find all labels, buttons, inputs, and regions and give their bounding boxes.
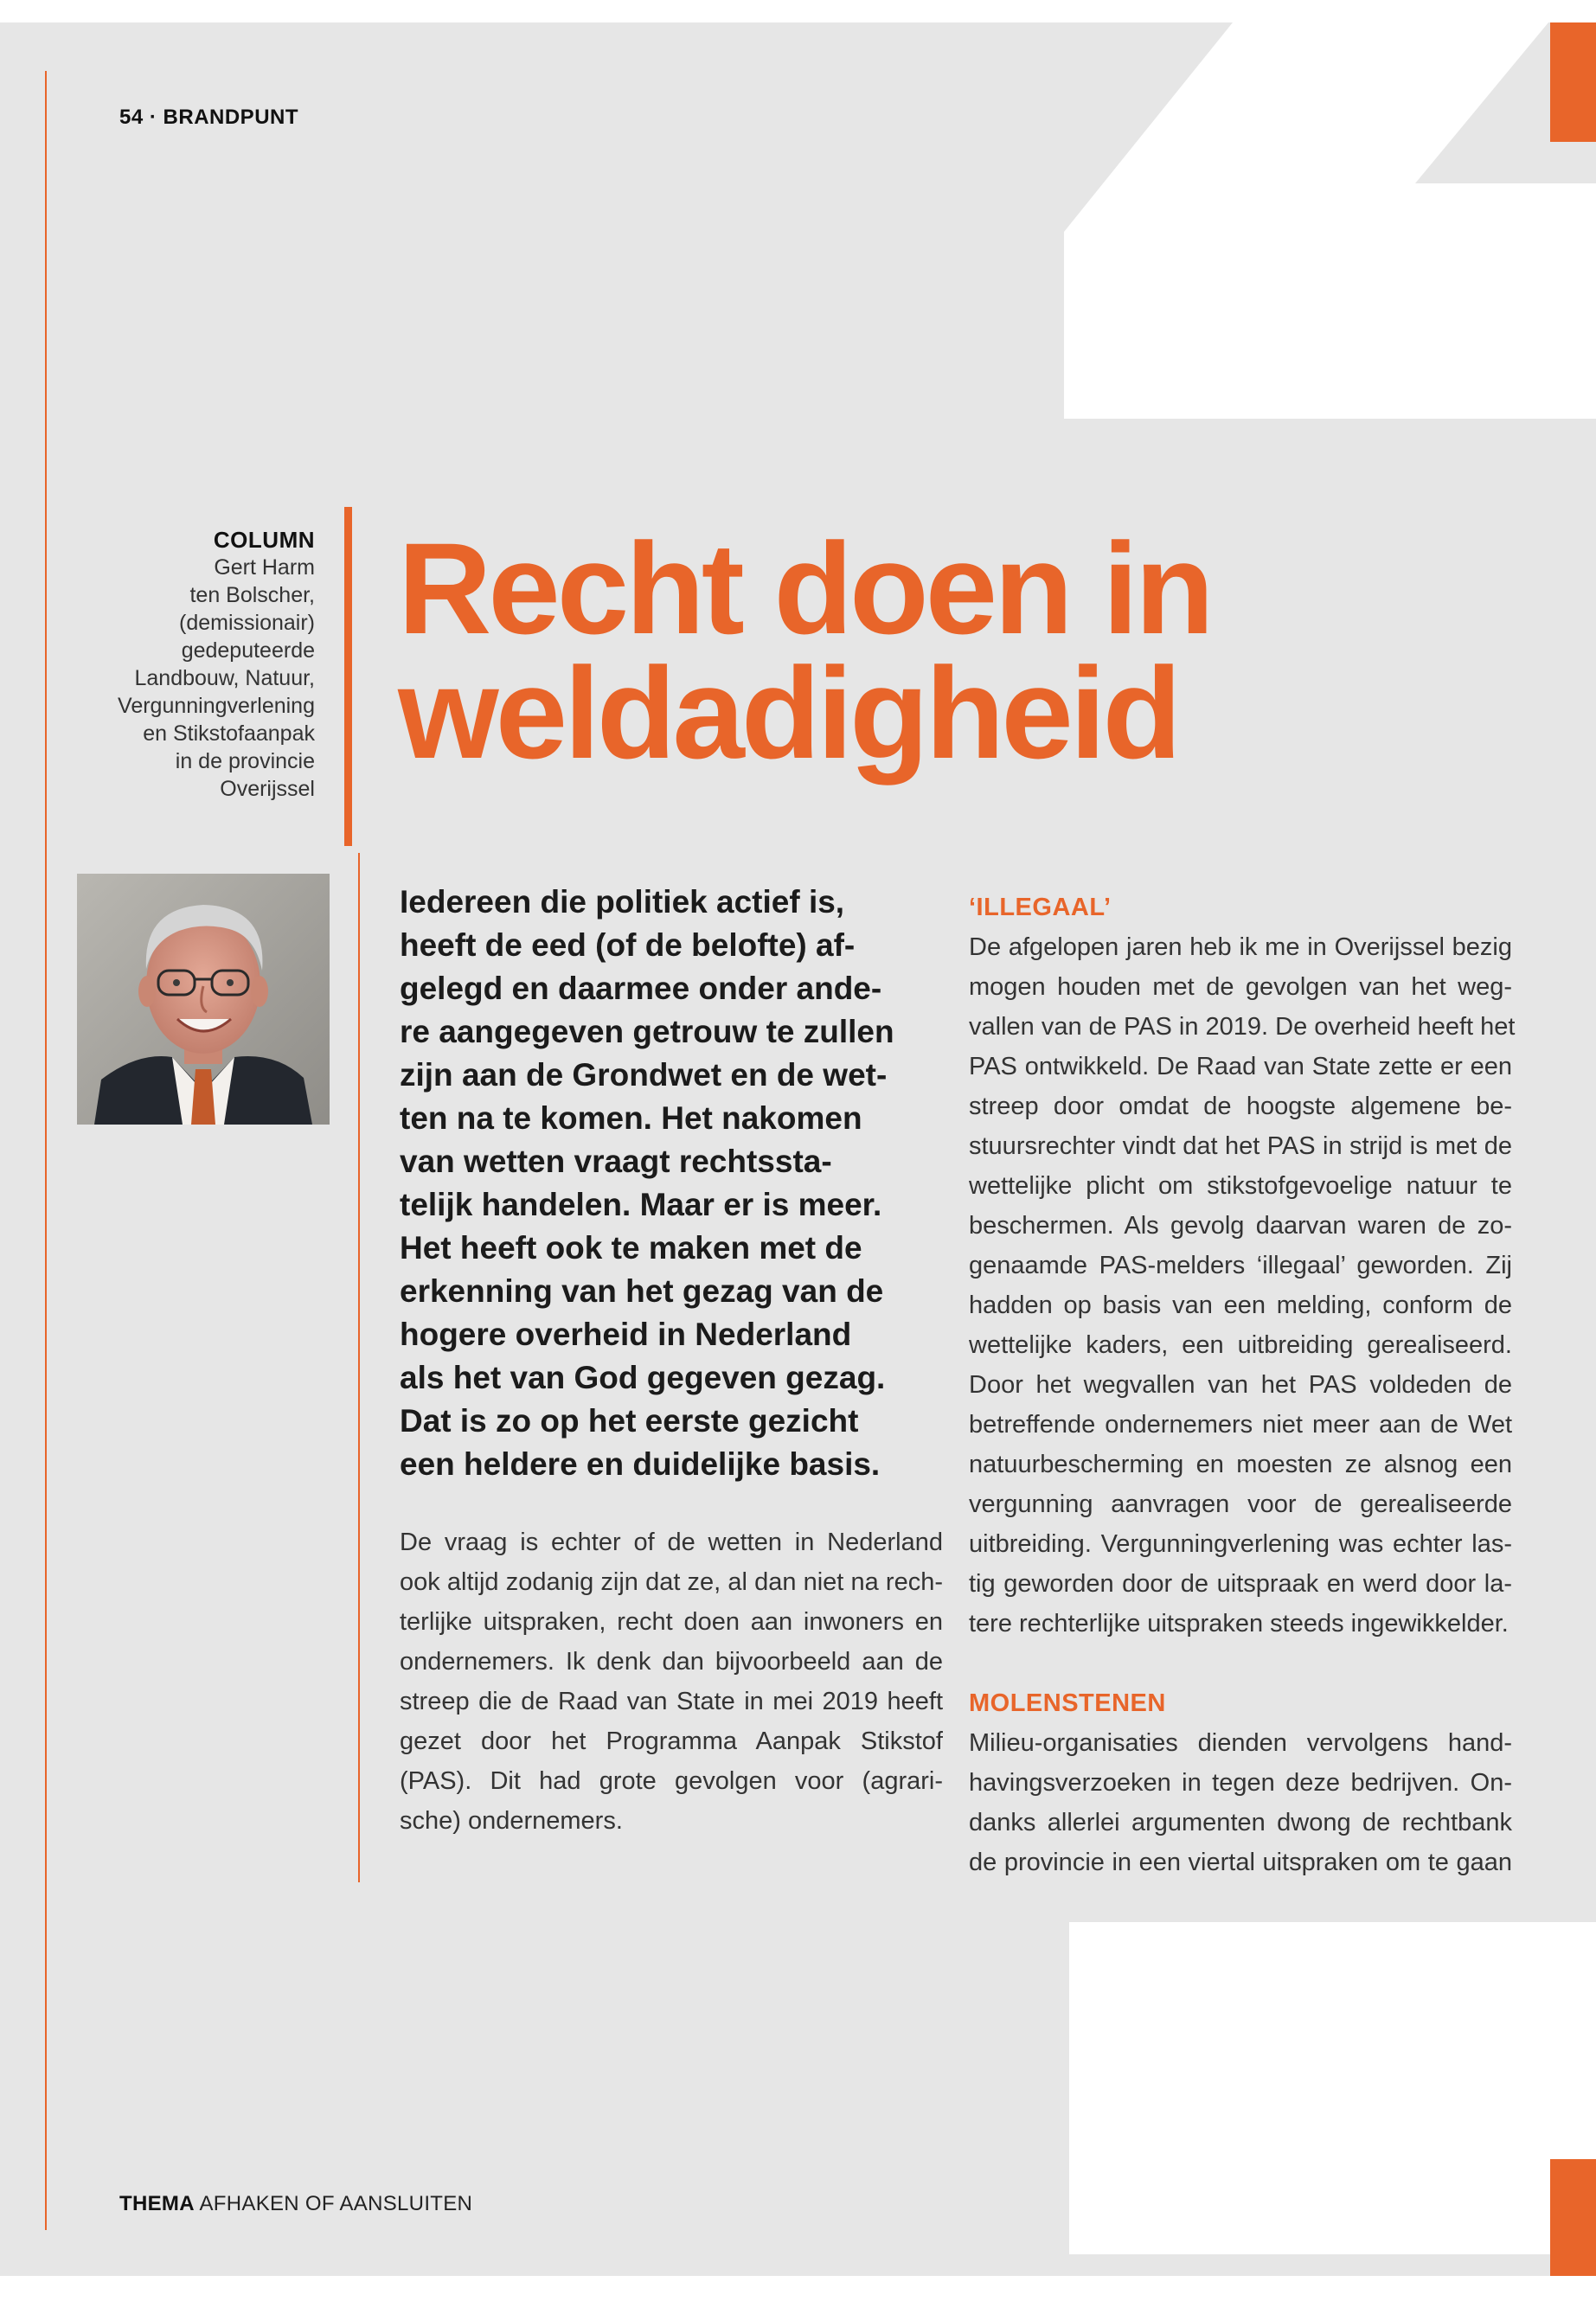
section-heading-illegaal: ‘ILLEGAAL’ xyxy=(969,894,1112,921)
body-line: De vraag is echter of de wetten in Nederland xyxy=(400,1529,943,1556)
lead-line: hogere overheid in Nederland xyxy=(400,1317,852,1352)
column-label: COLUMN xyxy=(213,527,315,553)
author-byline xyxy=(87,526,315,803)
body-line: terlijke uitspraken, recht doen aan inwoners en xyxy=(400,1608,943,1636)
title-accent-bar xyxy=(344,507,352,846)
article-title xyxy=(398,516,1211,785)
author-line: Overijssel xyxy=(220,777,315,801)
orange-tab-bottom xyxy=(1550,2159,1596,2276)
body-line: wettelijke kaders, een uitbreiding gerealiseerd. xyxy=(969,1331,1512,1359)
footer-theme-label: THEMA xyxy=(119,2192,195,2215)
page-header: 54 · BRANDPUNT xyxy=(119,106,299,129)
body-column-left xyxy=(400,1522,943,1841)
body-line: de provincie in een viertal uitspraken om te gaan xyxy=(969,1849,1512,1876)
body-line: Milieu-organisaties dienden vervolgens hand- xyxy=(969,1729,1512,1757)
body-line: (PAS). Dit had grote gevolgen voor (agrari- xyxy=(400,1767,943,1795)
body-line: streep door omdat de hoogste algemene be- xyxy=(969,1093,1512,1120)
body-line: gezet door het Programma Aanpak Stikstof xyxy=(400,1727,943,1755)
body-line: betreffende ondernemers niet meer aan de Wet xyxy=(969,1411,1512,1439)
lead-line: Het heeft ook te maken met de xyxy=(400,1230,862,1266)
lead-line: een heldere en duidelijke basis. xyxy=(400,1446,881,1482)
body-line: vergunning aanvragen voor de gerealiseerde xyxy=(969,1490,1512,1518)
author-line: Vergunningverlening xyxy=(118,694,315,718)
body-line: streep die de Raad van State in mei 2019 heeft xyxy=(400,1688,943,1715)
body-line: genaamde PAS-melders ‘illegaal’ geworden. Zij xyxy=(969,1252,1512,1279)
lead-line: van wetten vraagt rechtssta- xyxy=(400,1144,832,1179)
body-line: tere rechterlijke uitspraken steeds ingewikkelder. xyxy=(969,1610,1509,1638)
title-line: Recht doen in xyxy=(398,516,1211,661)
author-line: (demissionair) xyxy=(179,611,315,635)
author-line: ten Bolscher, xyxy=(189,583,315,607)
body-line: mogen houden met de gevolgen van het weg- xyxy=(969,973,1512,1001)
section-gap xyxy=(969,1644,1512,1683)
body-line: beschermen. Als gevolg daarvan waren de zo- xyxy=(969,1212,1512,1240)
body-line: havingsverzoeken in tegen deze bedrijven. On- xyxy=(969,1769,1512,1797)
body-line: sche) ondernemers. xyxy=(400,1807,623,1835)
author-line: en Stikstofaanpak xyxy=(143,721,315,746)
body-line: stuursrechter vindt dat het PAS in strijd is met de xyxy=(969,1132,1512,1160)
lead-line: erkenning van het gezag van de xyxy=(400,1273,884,1309)
lead-line: heeft de eed (of de belofte) af- xyxy=(400,927,856,963)
author-line: Landbouw, Natuur, xyxy=(134,666,315,690)
body-line: hadden op basis van een melding, conform de xyxy=(969,1292,1512,1319)
author-line: gedeputeerde xyxy=(181,638,315,663)
left-margin-rule xyxy=(45,71,47,2230)
body-line: danks allerlei argumenten dwong de rechtbank xyxy=(969,1809,1512,1836)
title-line: weldadigheid xyxy=(398,640,1179,785)
lead-line: ten na te komen. Het nakomen xyxy=(400,1100,862,1136)
lead-line: Dat is zo op het eerste gezicht xyxy=(400,1403,859,1439)
body-line: ondernemers. Ik denk dan bijvoorbeeld aan de xyxy=(400,1648,943,1676)
author-line: in de provincie xyxy=(175,749,315,773)
body-column-right xyxy=(969,888,1516,1882)
page-footer xyxy=(119,2192,472,2216)
body-line: tig geworden door de uitspraak en werd door la- xyxy=(969,1570,1512,1598)
magazine-page xyxy=(0,22,1596,2276)
lead-line: telijk handelen. Maar er is meer. xyxy=(400,1187,882,1222)
orange-tab-top xyxy=(1550,22,1596,142)
lead-line: Iedereen die politiek actief is, xyxy=(400,884,845,920)
section-heading-molenstenen: MOLENSTENEN xyxy=(969,1689,1166,1717)
lead-line: re aangegeven getrouw te zullen xyxy=(400,1014,894,1049)
white-block-bottom xyxy=(1069,1922,1596,2254)
body-line: wettelijke plicht om stikstofgevoelige natuur te xyxy=(969,1172,1512,1200)
lead-line: zijn aan de Grondwet en de wet- xyxy=(400,1057,888,1093)
body-line: vallen van de PAS in 2019. De overheid heeft het xyxy=(969,1013,1516,1041)
author-portrait xyxy=(77,874,330,1125)
body-line: natuurbescherming en moesten ze alsnog een xyxy=(969,1451,1512,1478)
lead-line: als het van God gegeven gezag. xyxy=(400,1360,886,1395)
body-line: PAS ontwikkeld. De Raad van State zette er een xyxy=(969,1053,1512,1080)
body-line: De afgelopen jaren heb ik me in Overijssel bezig xyxy=(969,933,1512,961)
body-line: Door het wegvallen van het PAS voldeden de xyxy=(969,1371,1512,1399)
lead-line: gelegd en daarmee onder ande- xyxy=(400,971,882,1006)
body-line: ook altijd zodanig zijn dat ze, al dan niet na rech- xyxy=(400,1568,943,1596)
column-accent-line xyxy=(358,853,360,1882)
body-line: uitbreiding. Vergunningverlening was echter las- xyxy=(969,1530,1512,1558)
lead-paragraph xyxy=(400,881,943,1486)
author-line: Gert Harm xyxy=(214,555,315,580)
footer-theme-text: AFHAKEN OF AANSLUITEN xyxy=(199,2192,473,2215)
